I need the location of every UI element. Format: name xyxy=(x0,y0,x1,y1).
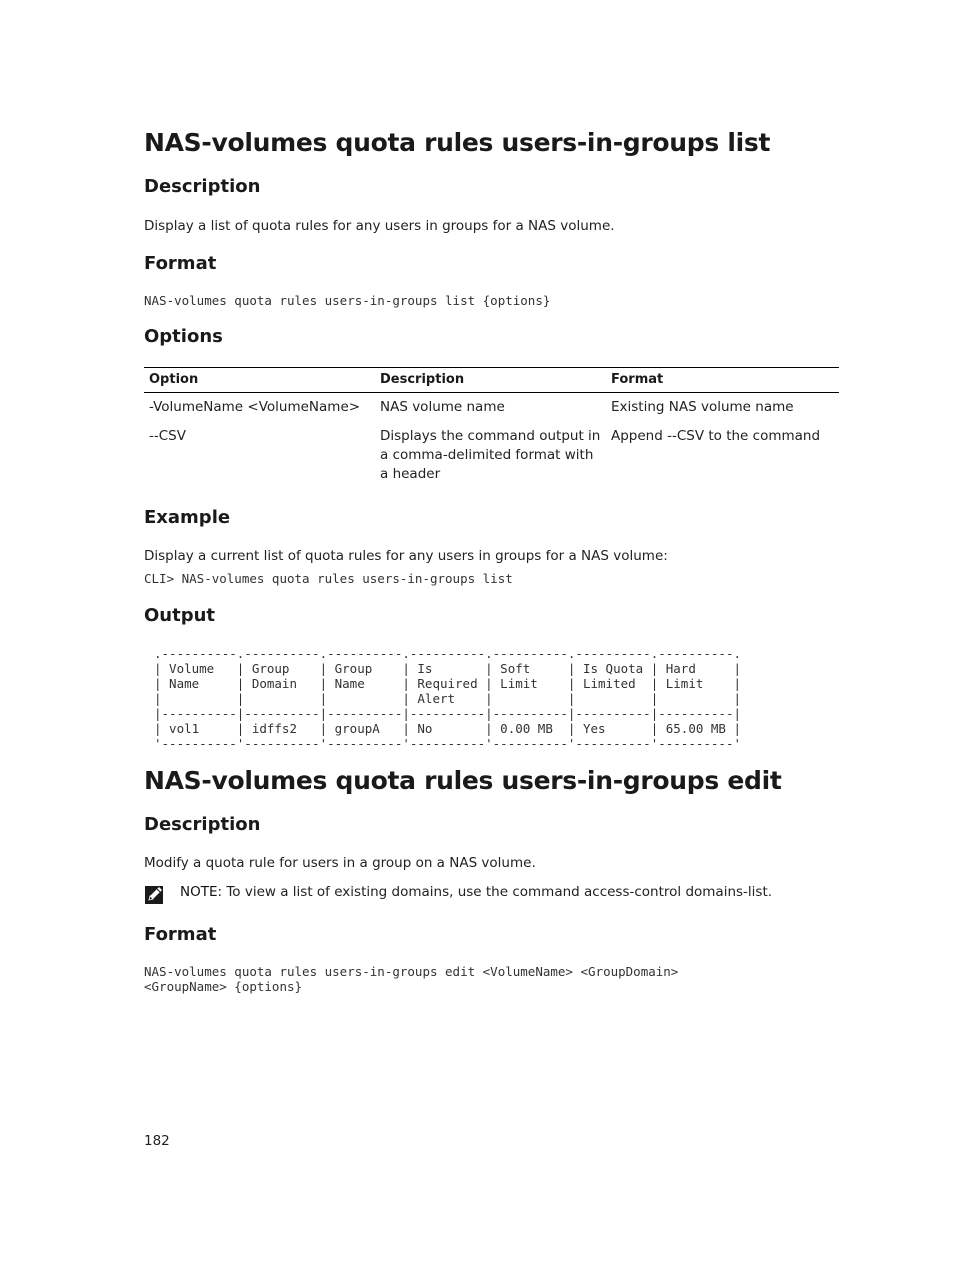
option-cell: --CSV xyxy=(149,428,186,444)
section-title-list: NAS-volumes quota rules users-in-groups list xyxy=(144,128,771,157)
format-command: NAS-volumes quota rules users-in-groups list {options} xyxy=(144,293,551,308)
output-heading: Output xyxy=(144,605,216,626)
format-cell: Append --CSV to the command xyxy=(611,428,821,444)
format-cell: Existing NAS volume name xyxy=(611,399,794,415)
table-row xyxy=(144,393,839,423)
options-table-header-row xyxy=(144,368,839,393)
note-text xyxy=(180,884,772,900)
description-text: Display a list of quota rules for any users in groups for a NAS volume. xyxy=(144,218,615,234)
format-heading: Format xyxy=(144,253,217,274)
option-cell: -VolumeName <VolumeName> xyxy=(149,399,361,415)
section-title-edit: NAS-volumes quota rules users-in-groups edit xyxy=(144,766,782,795)
column-header-format: Format xyxy=(606,368,839,393)
page-number: 182 xyxy=(144,1133,170,1149)
options-heading: Options xyxy=(144,326,223,347)
note-body: To view a list of existing domains, use the command access-control domains-list. xyxy=(222,884,773,900)
example-text: Display a current list of quota rules for any users in groups for a NAS volume: xyxy=(144,548,668,564)
example-heading: Example xyxy=(144,507,231,528)
note-label: NOTE: xyxy=(180,884,223,900)
output-table-block: .----------.----------.----------.----------.----------.----------.----------. | Volume | Group | Group | Is | Soft | Is Quota | Hard | | Name | Domain | Name | Required | Limit | Limited | Limit | | | | | Alert | | | | |----------|----------|----------|----------|----------|----------|----------| | vol1 | idffs2 | groupA | No | 0.00 MB | Yes | 65.00 MB | '----------'----------'----------'----------'----------'----------'----------' xyxy=(154,646,741,751)
description-heading-edit: Description xyxy=(144,814,261,835)
options-table xyxy=(144,367,839,488)
table-row xyxy=(144,422,839,488)
column-header-option: Option xyxy=(144,368,375,393)
format-command-edit: NAS-volumes quota rules users-in-groups edit <VolumeName> <GroupDomain> <GroupName> {options} xyxy=(144,964,679,994)
column-header-description: Description xyxy=(375,368,606,393)
description-text-edit: Modify a quota rule for users in a group on a NAS volume. xyxy=(144,855,536,871)
note-callout xyxy=(144,883,839,909)
example-command: CLI> NAS-volumes quota rules users-in-groups list xyxy=(144,571,513,586)
pencil-note-icon xyxy=(144,883,166,905)
format-heading-edit: Format xyxy=(144,924,217,945)
description-heading: Description xyxy=(144,176,261,197)
description-cell: NAS volume name xyxy=(380,399,505,415)
description-cell: Displays the command output in a comma-delimited format with a header xyxy=(380,428,601,482)
